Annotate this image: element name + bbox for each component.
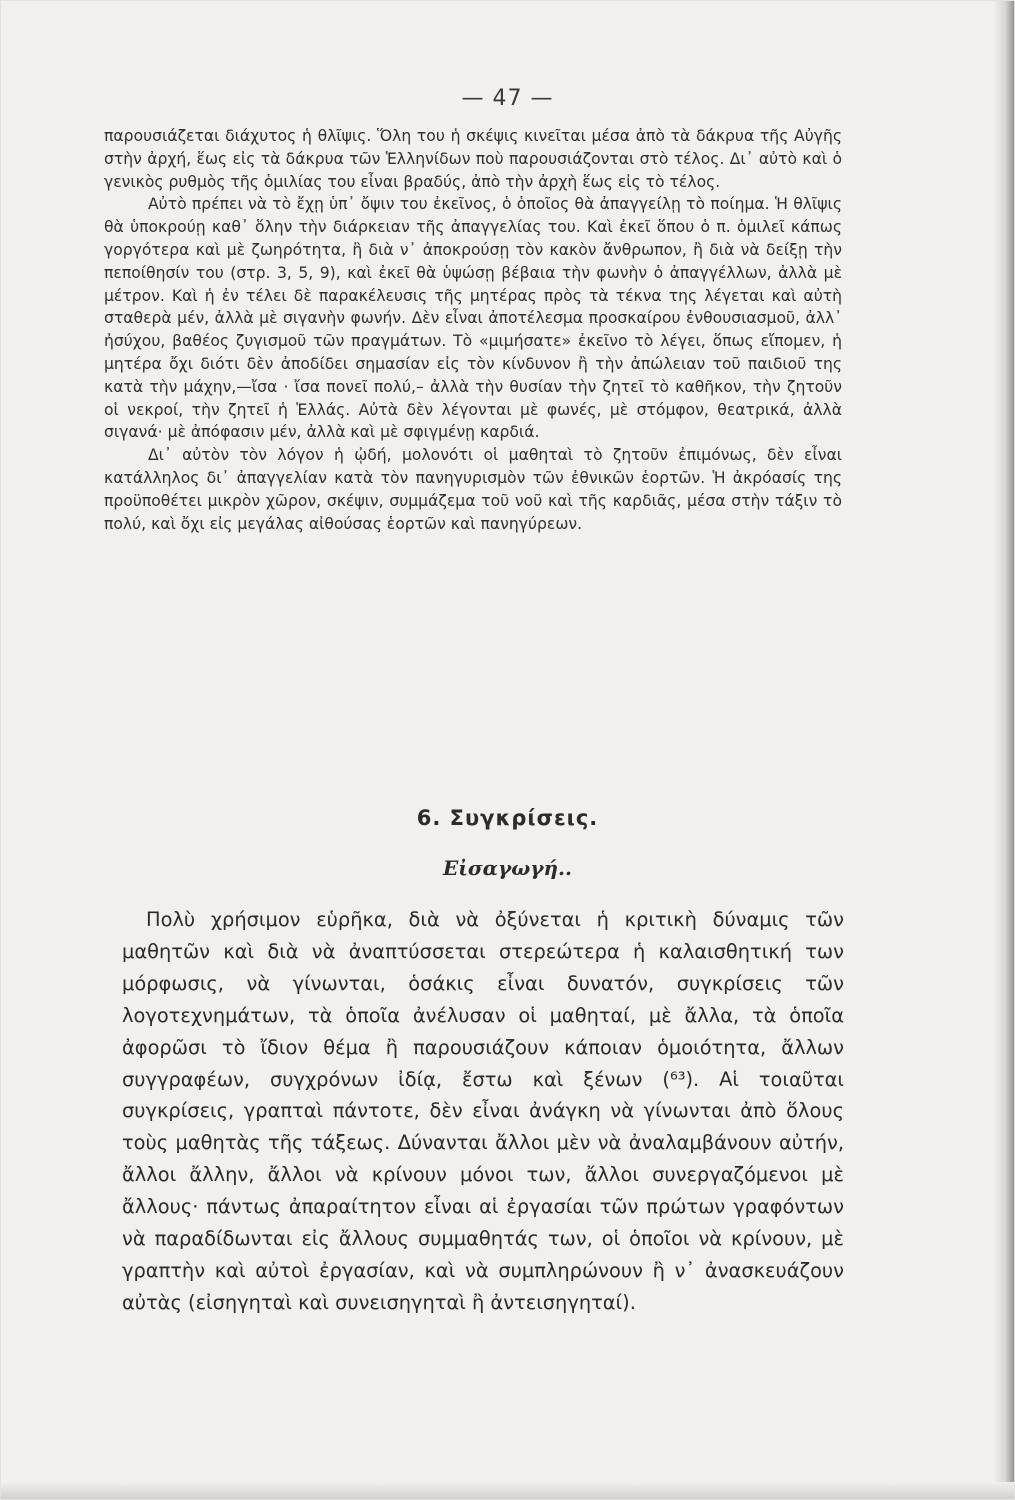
previous-section-text	[104, 125, 842, 535]
section-heading: 6. Συγκρίσεις.	[416, 806, 599, 830]
paragraph: Δι᾽ αὐτὸν τὸν λόγον ἡ ᾠδή, μολονότι οἱ μαθηταὶ τὸ ζητοῦν ἐπιμόνως, δὲν εἶναι κατάλληλος δι᾽ ἀπαγγελίαν κατὰ τὸν πανηγυρισμὸν τῶν ἐθνικῶν ἑορτῶν. Ἡ ἀκρόασίς της προϋποθέτει μικρὸν χῶρον, σκέψιν, συμμάζεμα τοῦ νοῦ καὶ τῆς καρδιᾶς, μέσα στὴν τάξιν τὸ πολύ, καὶ ὄχι εἰς μεγάλας αἰθούσας ἑορτῶν καὶ πανηγύρεων.	[104, 446, 842, 533]
section-subheading: Εἰσαγωγή..	[443, 856, 572, 880]
paragraph: Πολὺ χρήσιμον εὑρῆκα, διὰ νὰ ὀξύνεται ἡ κριτικὴ δύναμις τῶν μαθητῶν καὶ διὰ νὰ ἀναπτύσσεται στερεώτερα ἡ καλαισθητική των μόρφωσις, νὰ γίνωνται, ὁσάκις εἶναι δυνατόν, συγκρίσεις τῶν λογοτεχνημάτων, τὰ ὁποῖα ἀνέλυσαν οἱ μαθηταί, μὲ ἄλλα, τὰ ὁποῖα ἀφορῶσι τὸ ἴδιον θέμα ἢ παρουσιάζουν κάποιαν ὁμοιότητα, ἄλλων συγγραφέων, συγχρόνων ἰδίᾳ, ἔστω καὶ ξένων (⁶³). Αἱ τοιαῦται συγκρίσεις, γραπταὶ πάντοτε, δὲν εἶναι ἀνάγκη νὰ γίνωνται ἀπὸ ὅλους τοὺς μαθητὰς τῆς τάξεως. Δύνανται ἄλλοι μὲν νὰ ἀναλαμβάνουν αὐτήν, ἄλλοι ἄλλην, ἄλλοι νὰ κρίνουν μόνοι των, ἄλλοι συνεργαζόμενοι μὲ ἄλλους· πάντως ἀπαραίτητον εἶναι αἱ ἐργασίαι τῶν πρώτων γραφόντων νὰ παραδίδωνται εἰς ἄλλους συμμαθητάς των, οἱ ὁποῖοι νὰ κρίνουν, μὲ γραπτὴν καὶ αὐτοὶ ἐργασίαν, καὶ νὰ συμπληρώνουν ἢ ν᾽ ἀνασκευάζουν αὐτὰς (εἰσηγηταὶ καὶ συνεισηγηταὶ ἢ ἀντεισηγηταί).	[122, 908, 844, 1314]
page-binding-shadow	[993, 0, 1015, 1500]
page-number: — 47 —	[461, 86, 554, 111]
paragraph: παρουσιάζεται διάχυτος ἡ θλῖψις. Ὅλη του ἡ σκέψις κινεῖται μέσα ἀπὸ τὰ δάκρυα τῆς Αὐγῆς στὴν ἀρχή, ἕως εἰς τὰ δάκρυα τῶν Ἑλληνίδων ποὺ παρουσιάζονται στὸ τέλος. Δι᾽ αὐτὸ καὶ ὁ γενικὸς ρυθμὸς τῆς ὁμιλίας του εἶναι βραδύς, ἀπὸ τὴν ἀρχὴ ἕως εἰς τὸ τέλος.	[104, 127, 842, 191]
paragraph: Αὐτὸ πρέπει νὰ τὸ ἔχῃ ὑπ᾽ ὄψιν του ἐκεῖνος, ὁ ὁποῖος θὰ ἀπαγγείλῃ τὸ ποίημα. Ἡ θλῖψις θὰ ὑποκρούῃ καθ᾽ ὅλην τὴν διάρκειαν τῆς ἀπαγγελίας του. Καὶ ἐκεῖ ὅπου ὁ π. ὁμιλεῖ κάπως γοργότερα καὶ μὲ ζωηρότητα, ἢ διὰ ν᾽ ἀποκρούσῃ τὸν κακὸν ἄνθρωπον, ἢ διὰ νὰ δείξῃ τὴν πεποίθησίν του (στρ. 3, 5, 9), καὶ ἐκεῖ θὰ ὑψώσῃ βέβαια τὴν φωνὴν ὁ ἀπαγγέλλων, ἀλλὰ μὲ μέτρον. Καὶ ἡ ἐν τέλει δὲ παρακέλευσις τῆς μητέρας πρὸς τὰ τέκνα της λέγεται καὶ αὐτὴ σταθερὰ μέν, ἀλλὰ μὲ σιγανὴν φωνήν. Δὲν εἶναι ἀποτέλεσμα προσκαίρου ἐνθουσιασμοῦ, ἀλλ᾽ ἠσύχου, βαθέος ζυγισμοῦ τῶν πραγμάτων. Τὸ «μιμήσατε» ἐκεῖνο τὸ λέγει, ὅπως εἴπομεν, ἡ μητέρα ὄχι διότι δὲν ἀποδίδει σημασίαν εἰς τὸν κίνδυνον ἢ τὴν ἀπώλειαν τοῦ παιδιοῦ της κατὰ τὴν μάχην,—ἴσα · ἴσα πονεῖ πολύ,– ἀλλὰ τὴν θυσίαν τὴν ζητεῖ τὸ καθῆκον, τὴν ζητοῦν οἱ νεκροί, τὴν ζητεῖ ἡ Ἑλλάς. Αὐτὰ δὲν λέγονται μὲ φωνές, μὲ στόμφον, θεατρικά, ἀλλὰ σιγανά· μὲ ἀπόφασιν μέν, ἀλλὰ καὶ μὲ σφιγμένῃ καρδιά.	[104, 195, 842, 442]
section-body-text	[122, 904, 844, 1319]
page-bottom-shadow	[0, 1482, 1015, 1500]
